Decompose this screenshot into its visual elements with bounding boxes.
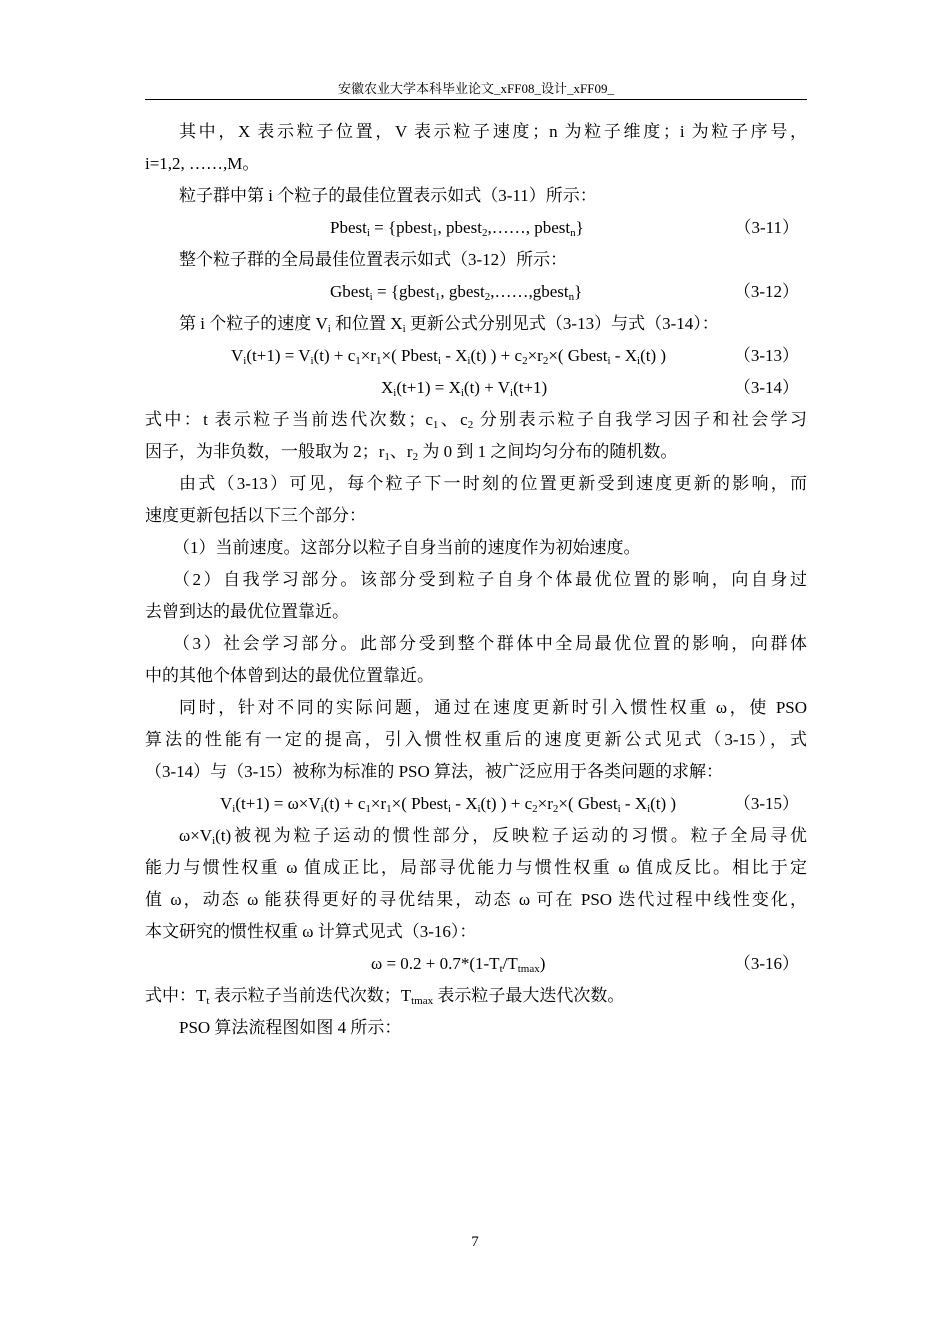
equation-number: （3-15）	[733, 794, 799, 813]
para7-line3: （3-14）与（3-15）被称为标准的 PSO 算法，被广泛应用于各类问题的求解：	[145, 762, 724, 781]
para8-line2: 能力与惯性权重 ω 值成正比，局部寻优能力与惯性权重 ω 值成反比。相比于定	[145, 858, 807, 877]
equation-body: Pbest$_i$ = {pbest$_1$, pbest$_2$,……, pbest$_n$}	[330, 218, 584, 239]
list-item-2-line1: （2）自我学习部分。该部分受到粒子自身个体最优位置的影响，向自身过	[173, 570, 807, 589]
equation-number: （3-12）	[733, 282, 799, 301]
page-number: 7	[471, 1234, 479, 1250]
para2-line1: 粒子群中第 i 个粒子的最佳位置表示如式（3-11）所示：	[179, 186, 597, 205]
para1-line1: 其中，X 表示粒子位置，V 表示粒子速度；n 为粒子维度；i 为粒子序号，	[179, 122, 807, 141]
running-header: 安徽农业大学本科毕业论文_xFF08_设计_xFF09_	[338, 81, 614, 96]
para8-line1: $\omega\times V_i(t)$被视为粒子运动的惯性部分，反映粒子运动的习惯。粒子全局寻优	[179, 826, 807, 847]
para7-line1: 同时，针对不同的实际问题，通过在速度更新时引入惯性权重 ω，使 PSO	[179, 698, 807, 717]
list-item-3-line2: 中的其他个体曾到达的最优位置靠近。	[145, 666, 434, 685]
equation-body: Gbest$_i$ = {gbest$_1$, gbest$_2$,……,gbest$_n$}	[330, 282, 583, 303]
equation-number: （3-16）	[733, 954, 799, 973]
equation-body: $V_i(t+1) = V_i(t) + c_1\times r_1\times$( Pbest$_i$ - $X_i(t)$ ) + $c_2\times r_2\times$( Gbest$_i$ - $X_i(t)$ )	[231, 346, 667, 367]
para6-line2: 速度更新包括以下三个部分：	[145, 506, 366, 525]
para1-line2: i=1,2, ……,M。	[145, 154, 260, 173]
para7-line2: 算法的性能有一定的提高，引入惯性权重后的速度更新公式见式（3-15），式	[145, 730, 807, 749]
para5-line1: 式中：t 表示粒子当前迭代次数；$c_1$、$c_2$ 分别表示粒子自我学习因子和社会学习	[145, 410, 808, 431]
para6-line1: 由式（3-13）可见，每个粒子下一时刻的位置更新受到速度更新的影响，而	[179, 474, 807, 493]
header-rule	[145, 99, 807, 100]
para8-line3: 值 ω，动态 ω 能获得更好的寻优结果，动态 ω 可在 PSO 迭代过程中线性变化，	[145, 890, 807, 909]
equation-number: （3-14）	[733, 378, 799, 397]
equation-body: $X_i(t+1) = X_i(t) + V_i(t+1)$	[381, 378, 548, 399]
equation-number: （3-13）	[733, 346, 799, 365]
list-item-1: （1）当前速度。这部分以粒子自身当前的速度作为初始速度。	[173, 538, 641, 557]
para8-line4: 本文研究的惯性权重 ω 计算式见式（3-16）：	[145, 922, 477, 941]
para5-line2: 因子，为非负数，一般取为 2；$r_1$、$r_2$ 为 0 到 1 之间均匀分布的随机数。	[145, 442, 678, 463]
para3-line1: 整个粒子群的全局最佳位置表示如式（3-12）所示：	[179, 250, 568, 269]
list-item-3-line1: （3）社会学习部分。此部分受到整个群体中全局最优位置的影响，向群体	[173, 634, 807, 653]
equation-body: $V_i(t+1) = \omega\times V_i(t) + c_1\times r_1\times$( Pbest$_i$ - $X_i(t)$ ) + $c_2\times r_2\times$( Gbest$_i$ - $X_i(t)$ )	[220, 794, 677, 815]
para10-line1: PSO 算法流程图如图 4 所示：	[179, 1018, 402, 1037]
list-item-2-line2: 去曾到达的最优位置靠近。	[145, 602, 349, 621]
para9-line1: 式中：$T_t$ 表示粒子当前迭代次数；$T_{tmax}$ 表示粒子最大迭代次数。	[145, 986, 625, 1007]
equation-body: $\omega = 0.2 + 0.7*(1-T_t/T_{tmax})$	[371, 954, 546, 975]
para4-line1: 第 i 个粒子的速度 $V_i$ 和位置 $X_i$ 更新公式分别见式（3-13）与式（3-14）：	[179, 314, 719, 335]
equation-number: （3-11）	[734, 218, 799, 237]
